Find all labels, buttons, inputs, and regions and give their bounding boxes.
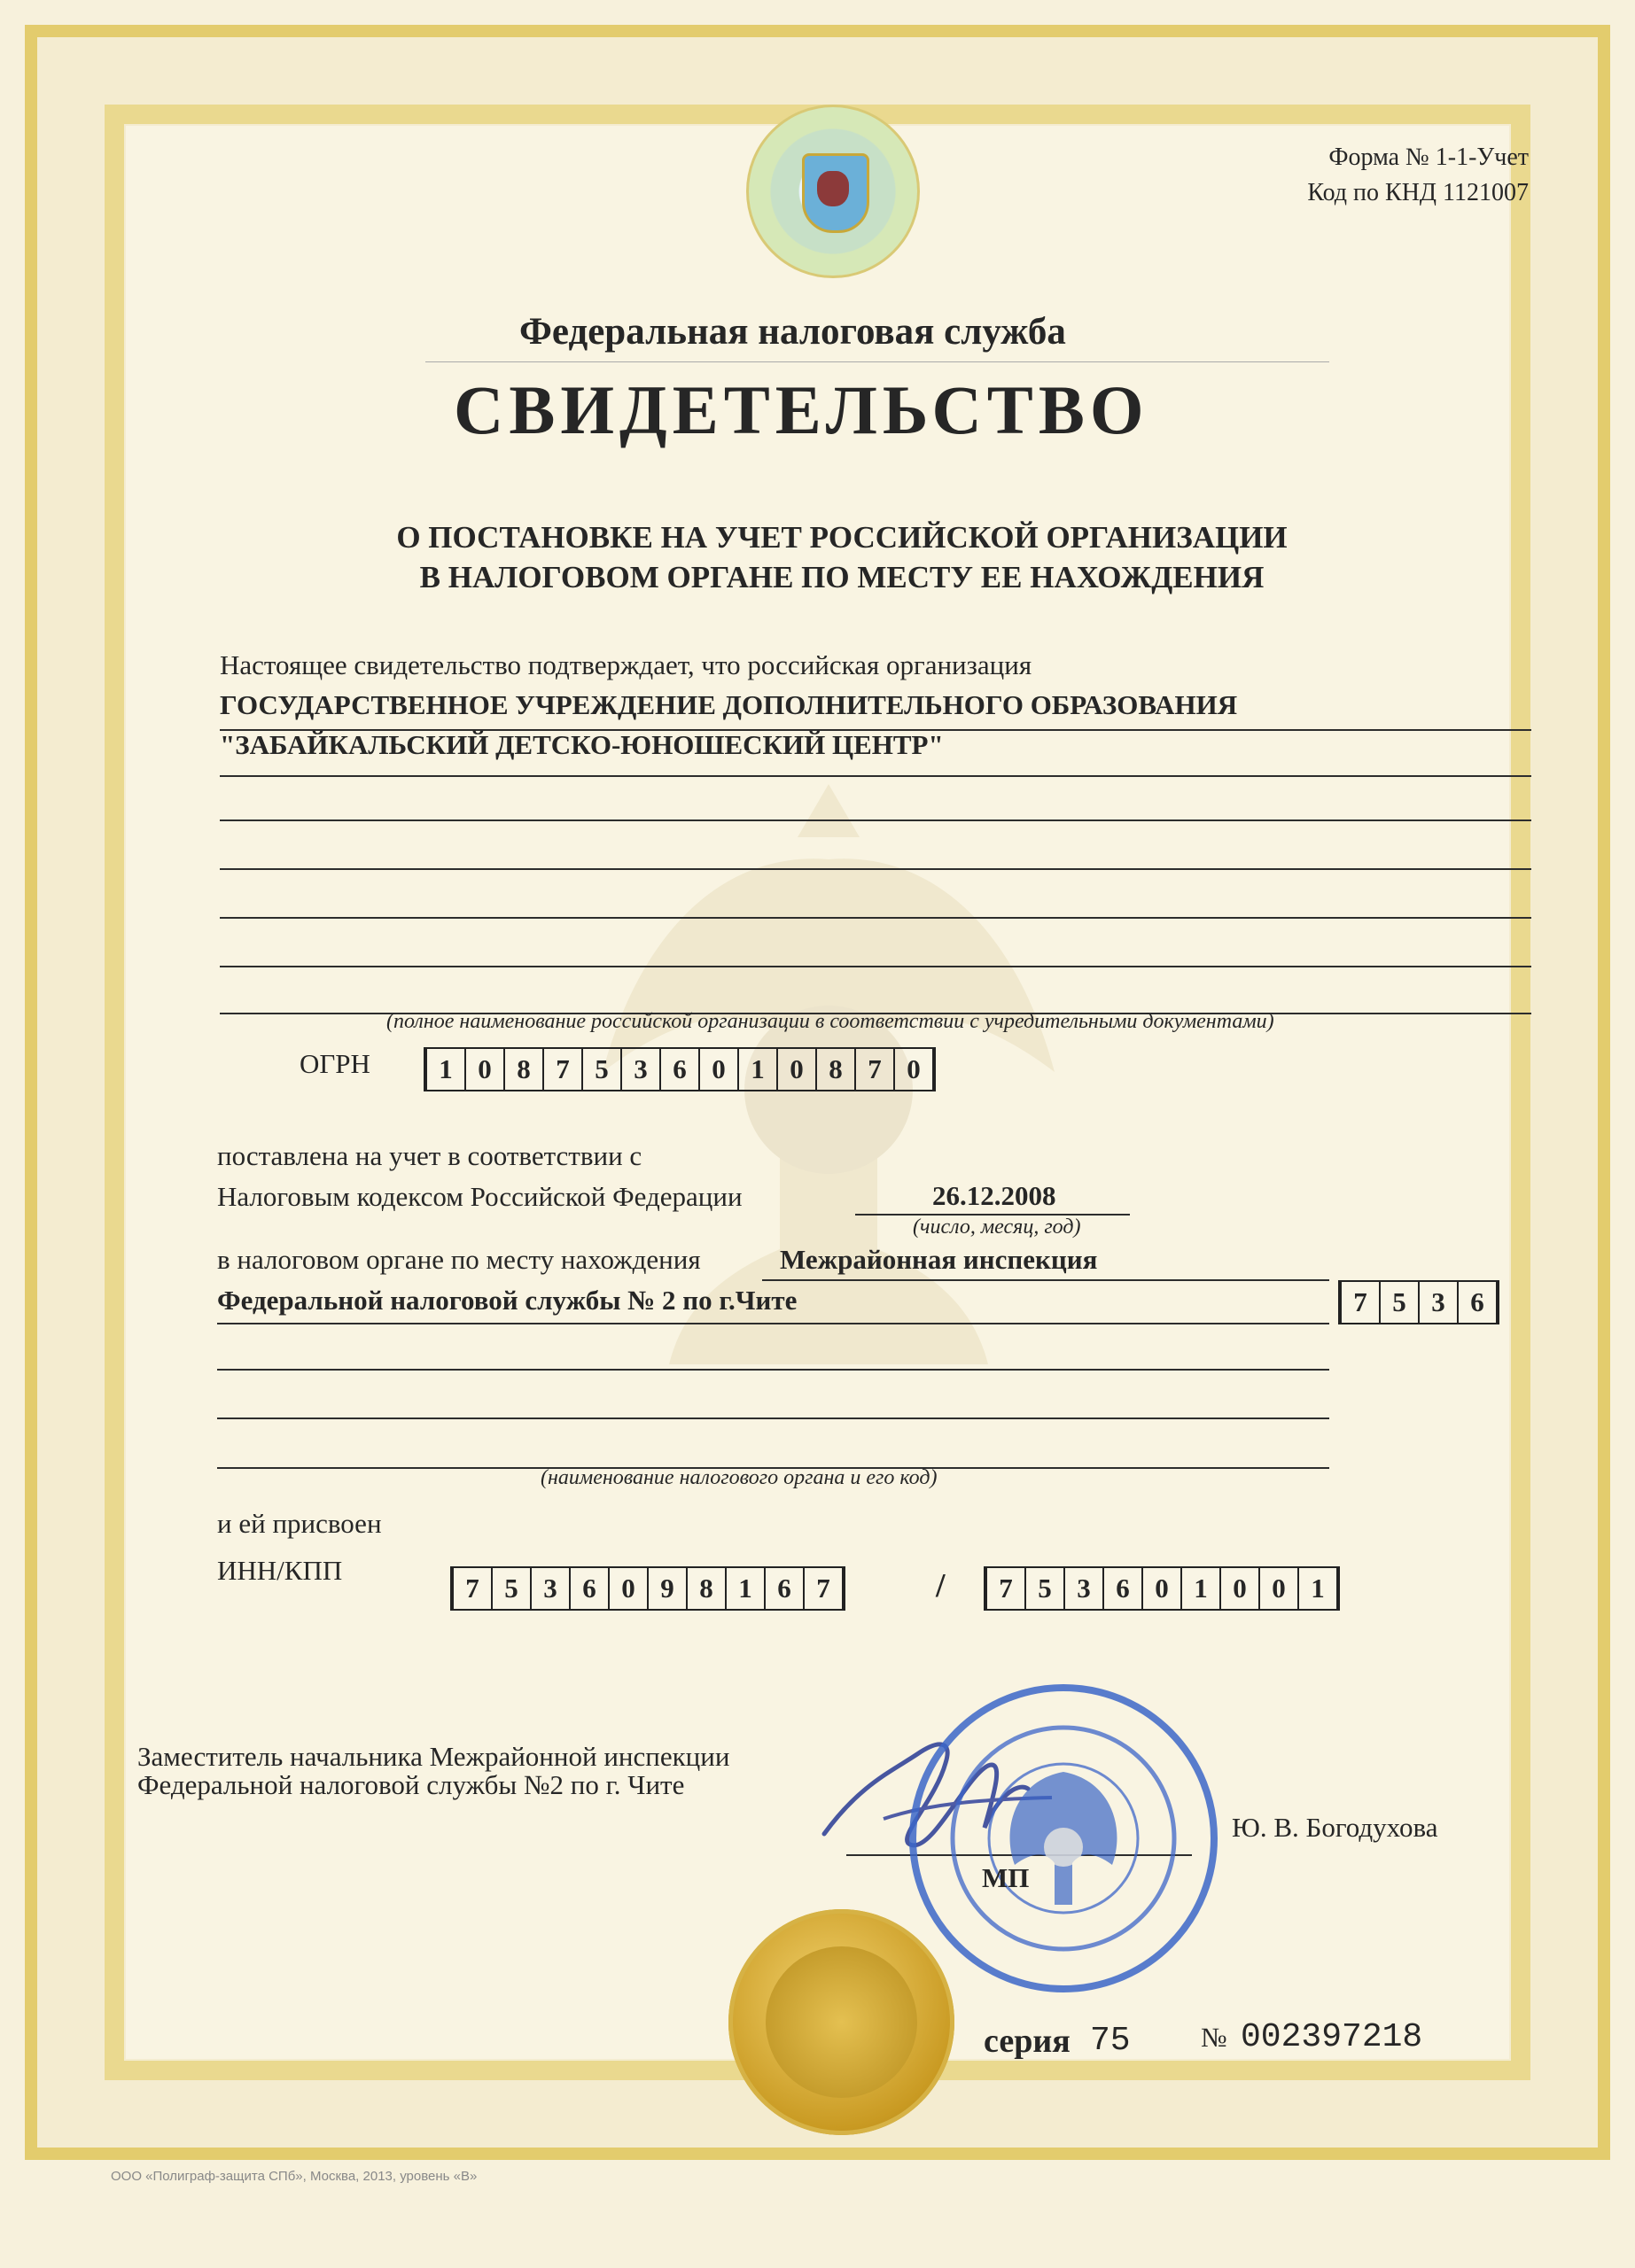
ogrn-digit: 7 <box>854 1047 895 1091</box>
gold-seal-eagle-icon <box>766 1946 917 2098</box>
inn-digit: 5 <box>491 1566 532 1611</box>
inn-digit: 6 <box>764 1566 805 1611</box>
hologram-emblem <box>746 105 920 278</box>
kpp-digit: 3 <box>1063 1566 1104 1611</box>
org-line-3 <box>220 819 1531 821</box>
signer-name: Ю. В. Богодухова <box>1232 1812 1438 1843</box>
inn-digit: 9 <box>647 1566 688 1611</box>
kpp-digit: 1 <box>1297 1566 1340 1611</box>
authority-caption: (наименование налогового органа и его код) <box>541 1466 938 1489</box>
inn-digit: 1 <box>725 1566 766 1611</box>
org-line-5 <box>220 917 1531 919</box>
document-title: СВИДЕТЕЛЬСТВО <box>454 371 1149 448</box>
ogrn-digit: 5 <box>581 1047 622 1091</box>
number-sign: № <box>1201 2022 1227 2053</box>
authority-line-rule-2 <box>217 1323 1329 1324</box>
ogrn-digit: 7 <box>542 1047 583 1091</box>
kpp-digit: 1 <box>1180 1566 1221 1611</box>
signatory-position-line-1: Заместитель начальника Межрайонной инспекции <box>137 1741 730 1772</box>
ogrn-digit: 8 <box>815 1047 856 1091</box>
inn-digit: 7 <box>803 1566 845 1611</box>
registration-line-1: поставлена на учет в соответствии с <box>217 1140 642 1171</box>
service-name: Федеральная налоговая служба <box>519 311 1066 353</box>
ogrn-digit: 0 <box>893 1047 936 1091</box>
organization-intro: Настоящее свидетельство подтверждает, что российская организация <box>220 649 1032 680</box>
kpp-digit: 0 <box>1141 1566 1182 1611</box>
ogrn-digit: 0 <box>776 1047 817 1091</box>
ogrn-label: ОГРН <box>300 1048 370 1079</box>
ogrn-digit: 8 <box>503 1047 544 1091</box>
authority-line-rule-3 <box>217 1369 1329 1371</box>
service-divider <box>425 361 1329 362</box>
authority-line-rule-4 <box>217 1418 1329 1419</box>
registration-date: 26.12.2008 <box>932 1180 1056 1211</box>
ogrn-digit: 1 <box>424 1047 466 1091</box>
org-line-6 <box>220 966 1531 967</box>
authority-code-digit: 5 <box>1379 1280 1420 1324</box>
ogrn-digit: 1 <box>737 1047 778 1091</box>
date-caption: (число, месяц, год) <box>913 1216 1081 1239</box>
form-number: Форма № 1-1-Учет <box>1328 144 1529 171</box>
series-number: 75 <box>1090 2022 1131 2060</box>
holo-eagle-icon <box>817 171 849 206</box>
kpp-digit: 7 <box>984 1566 1026 1611</box>
inn-digit: 7 <box>450 1566 493 1611</box>
signatory-position-line-2: Федеральной налоговой службы №2 по г. Чите <box>137 1769 685 1800</box>
ogrn-digit: 0 <box>698 1047 739 1091</box>
stamp-place-label: МП <box>982 1862 1030 1893</box>
inn-digit: 8 <box>686 1566 727 1611</box>
authority-code-digit: 3 <box>1418 1280 1459 1324</box>
ogrn-digit: 0 <box>464 1047 505 1091</box>
subtitle-line-1: О ПОСТАНОВКЕ НА УЧЕТ РОССИЙСКОЙ ОРГАНИЗАЦИИ <box>396 520 1288 555</box>
printer-footer: ООО «Полиграф-защита СПб», Москва, 2013, уровень «В» <box>111 2169 478 2184</box>
knd-code: Код по КНД 1121007 <box>1307 179 1529 206</box>
authority-intro: в налоговом органе по месту нахождения <box>217 1244 701 1275</box>
inn-digit: 3 <box>530 1566 571 1611</box>
kpp-digit: 0 <box>1219 1566 1260 1611</box>
authority-line-rule-1 <box>762 1279 1329 1281</box>
authority-code-boxes <box>1340 1280 1499 1324</box>
authority-code-digit: 7 <box>1338 1280 1381 1324</box>
registration-line-2: Налоговым кодексом Российской Федерации <box>217 1181 743 1212</box>
authority-code-digit: 6 <box>1457 1280 1499 1324</box>
kpp-digit: 0 <box>1258 1566 1299 1611</box>
org-line-2 <box>220 775 1531 777</box>
gold-seal <box>728 1909 954 2135</box>
ogrn-digit-boxes <box>425 1047 936 1091</box>
inn-digit: 6 <box>569 1566 610 1611</box>
inn-kpp-separator: / <box>936 1567 946 1604</box>
ogrn-digit: 6 <box>659 1047 700 1091</box>
organization-caption: (полное наименование российской организации в соответствии с учредительными документами) <box>386 1010 1274 1033</box>
kpp-digit: 6 <box>1102 1566 1143 1611</box>
certificate-number: 002397218 <box>1241 2018 1423 2056</box>
organization-name-line-2: "ЗАБАЙКАЛЬСКИЙ ДЕТСКО-ЮНОШЕСКИЙ ЦЕНТР" <box>220 729 944 760</box>
blue-stamp-icon <box>904 1679 1223 1998</box>
series-label: серия <box>984 2023 1071 2060</box>
inn-digit: 0 <box>608 1566 649 1611</box>
kpp-digit: 5 <box>1024 1566 1065 1611</box>
organization-name-line-1: ГОСУДАРСТВЕННОЕ УЧРЕЖДЕНИЕ ДОПОЛНИТЕЛЬНОГО ОБРАЗОВАНИЯ <box>220 689 1238 720</box>
authority-line-1: Межрайонная инспекция <box>780 1244 1098 1275</box>
inn-kpp-label: ИНН/КПП <box>217 1555 343 1586</box>
kpp-digit-boxes <box>985 1566 1340 1611</box>
authority-line-2: Федеральной налоговой службы № 2 по г.Чите <box>217 1285 798 1316</box>
ogrn-digit: 3 <box>620 1047 661 1091</box>
subtitle-line-2: В НАЛОГОВОМ ОРГАНЕ ПО МЕСТУ ЕЕ НАХОЖДЕНИЯ <box>419 560 1265 594</box>
assignment-intro: и ей присвоен <box>217 1508 382 1539</box>
org-line-4 <box>220 868 1531 870</box>
inn-digit-boxes <box>452 1566 845 1611</box>
